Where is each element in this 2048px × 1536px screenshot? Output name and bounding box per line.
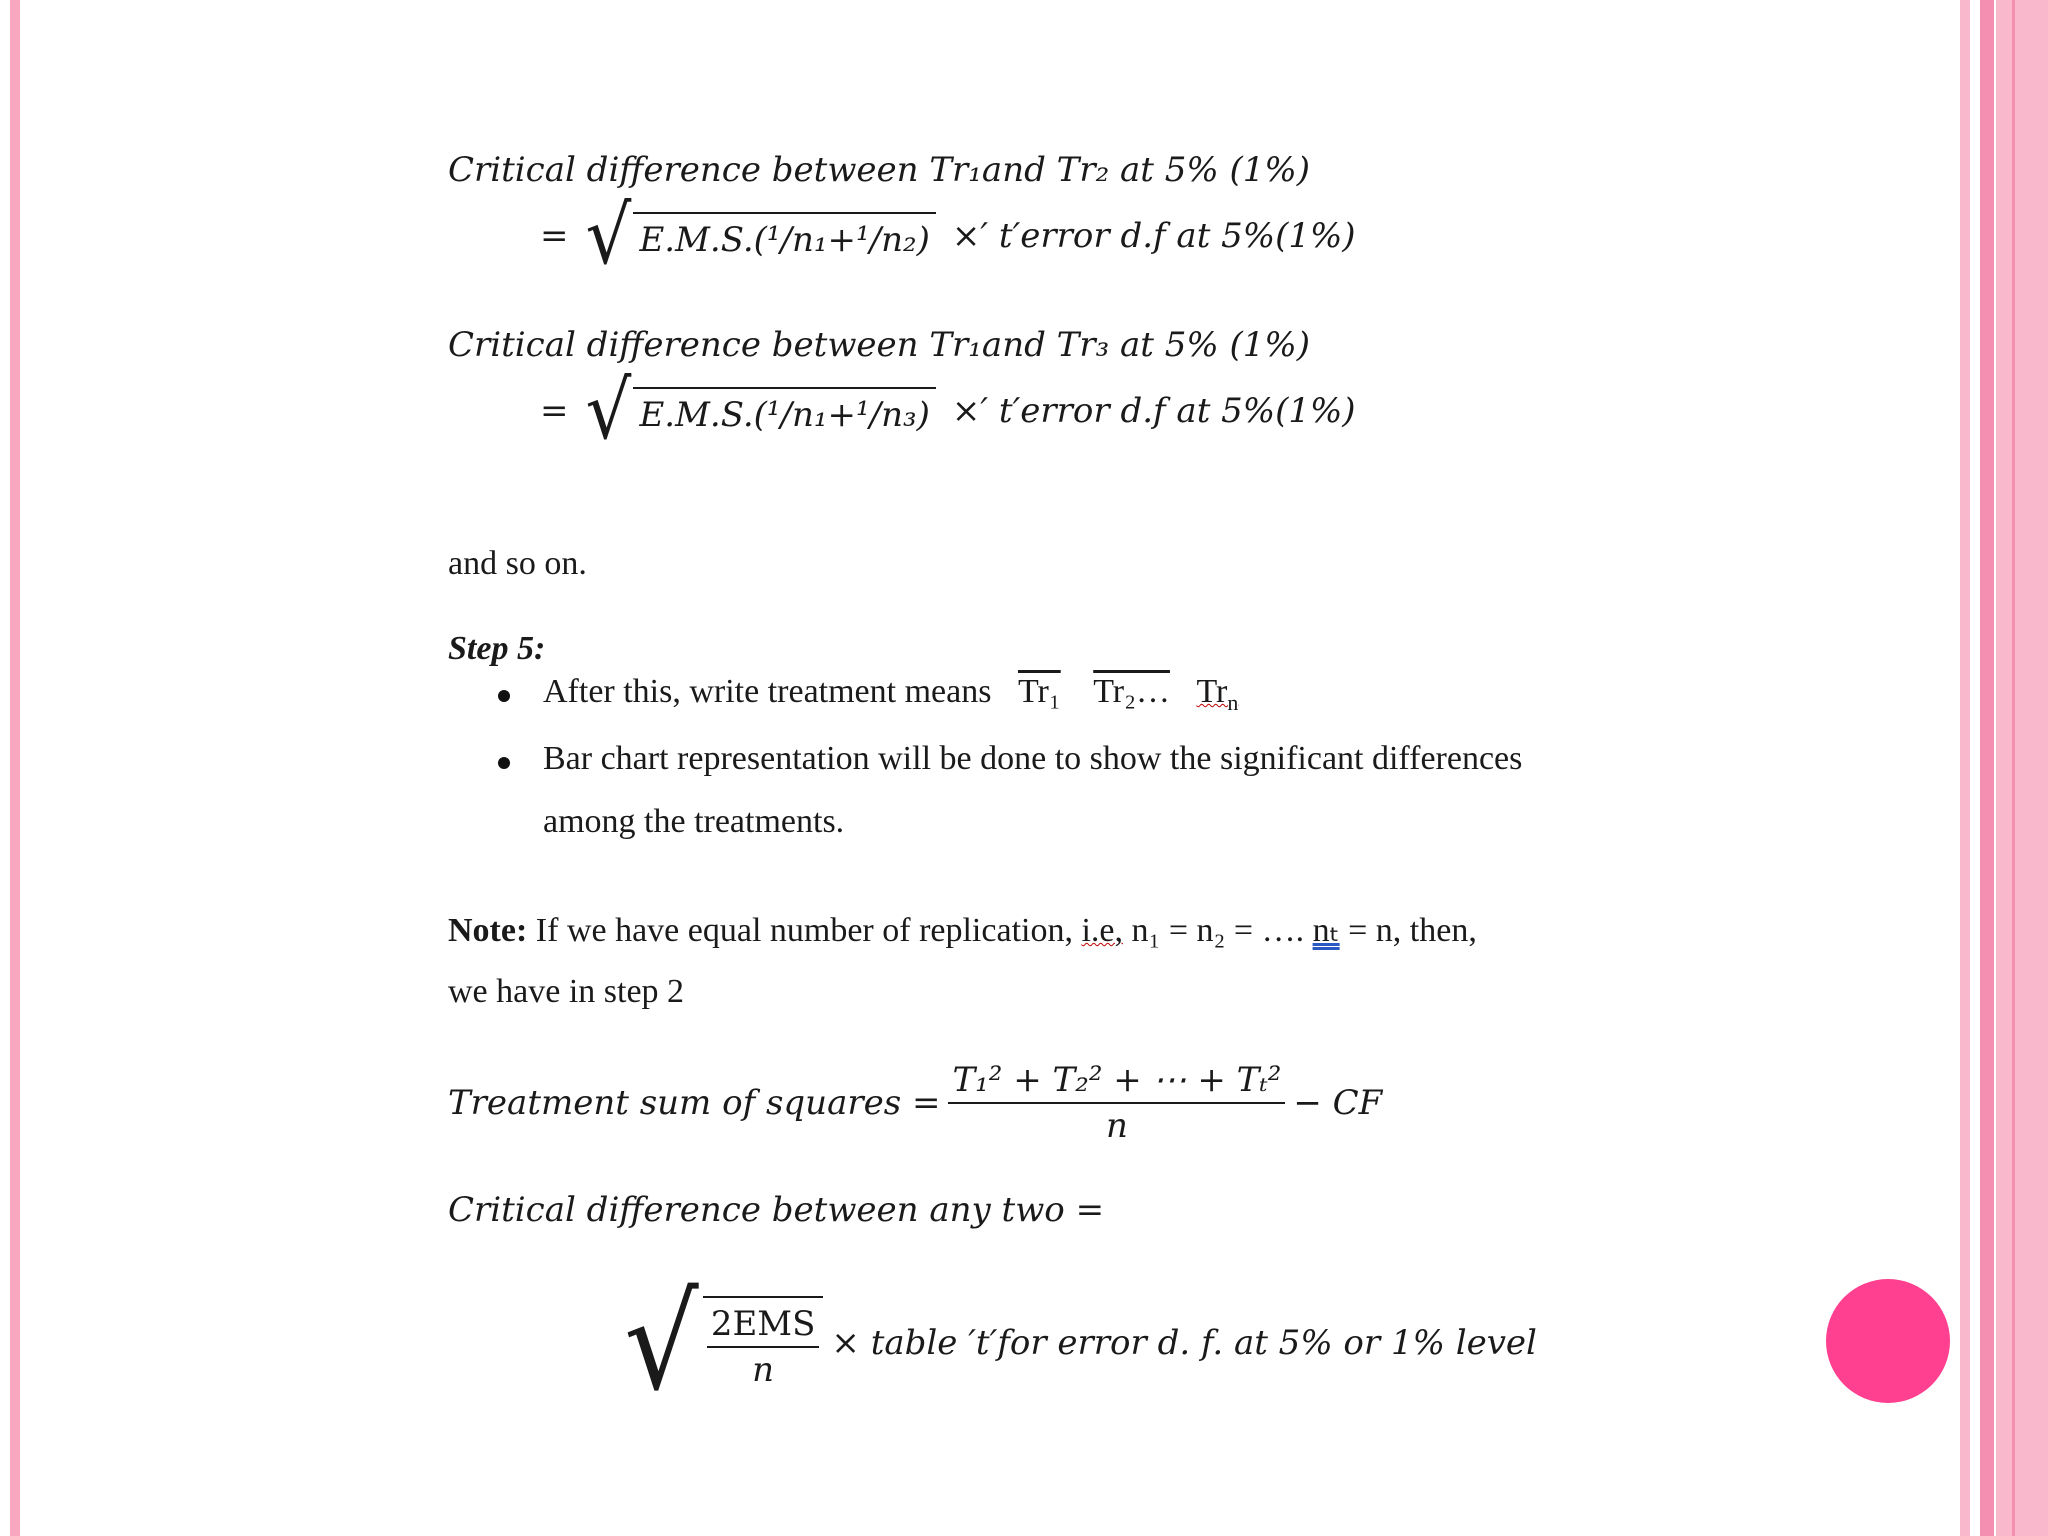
mean-trn: [1196, 673, 1239, 715]
note-text-c: = n, then,: [1339, 912, 1477, 949]
cd-any-two-text: Critical difference between any two =: [448, 1190, 1105, 1230]
note-text-b: n₁ = n₂ = ….: [1123, 912, 1313, 949]
right-border-stripe-mid: [1980, 0, 1994, 1536]
note-label: Note:: [448, 912, 528, 949]
treatment-ss-cf: − CF: [1293, 1083, 1383, 1123]
close-paren: ): [916, 395, 930, 435]
square-root-icon: √: [585, 189, 631, 282]
treatment-ss-lhs: Treatment sum of squares =: [448, 1083, 941, 1123]
bullet-treatment-means: [543, 673, 1238, 716]
close-paren: ): [916, 220, 930, 260]
right-border-stripe-outer: [1960, 0, 1970, 1536]
and-so-on-text: and so on.: [448, 545, 587, 582]
equals-sign: =: [540, 391, 569, 431]
fraction-1-n2: ¹/n₂: [856, 220, 917, 260]
bullet-icon: [498, 757, 510, 769]
cd-any-denominator: n: [752, 1350, 775, 1390]
mean-trn-base: Tr: [1196, 673, 1228, 710]
fraction-1-n1: ¹/n₁: [766, 220, 828, 260]
square-root-icon: √: [624, 1267, 699, 1419]
right-border-line: [2012, 0, 2015, 1536]
cd-tr1-tr2-heading: Critical difference between Tr₁and Tr₂ at 5% (1%): [448, 150, 1310, 190]
step-5-label: Step 5:: [448, 630, 546, 667]
radicand: [633, 212, 935, 260]
treatment-ss-numerator: T₁² + T₂² + ⋯ + Tₜ²: [948, 1060, 1285, 1104]
mean-tr1: Tr₁: [1017, 673, 1061, 710]
cd-any-two-formula: [620, 1267, 1537, 1419]
cd-any-numerator: 2EMS: [707, 1304, 820, 1348]
right-border-band: [1996, 0, 2048, 1536]
cd-radicand: [703, 1296, 824, 1390]
note-paragraph-line1: [448, 910, 1477, 950]
decorative-pink-circle: [1826, 1279, 1950, 1403]
mean-trn-sub: n: [1227, 689, 1239, 715]
cd-tr1-tr2-formula: [540, 189, 1356, 282]
plus-sign: +: [827, 395, 857, 435]
treatment-ss-denominator: n: [1105, 1106, 1128, 1146]
left-border-stripe: [10, 0, 20, 1536]
cd-tr1-tr3-formula: [540, 364, 1356, 457]
note-paragraph-line2: we have in step 2: [448, 973, 685, 1010]
t-error-tail: ×′ t′error d.f at 5%(1%): [951, 391, 1356, 431]
mean-tr2: Tr₂…: [1093, 673, 1170, 710]
cd-any-fraction: [707, 1304, 820, 1390]
note-nt: nₜ: [1312, 912, 1340, 949]
bullet-bar-chart-line2: among the treatments.: [543, 803, 845, 840]
note-text-a: If we have equal number of replication,: [527, 912, 1082, 949]
cd-any-tail: × table ′t′for error d. f. at 5% or 1% level: [831, 1323, 1537, 1363]
square-root-icon: √: [585, 364, 631, 457]
treatment-ss-formula: [448, 1060, 1382, 1146]
ems-label: E.M.S.(: [639, 220, 767, 260]
bullet-icon: [498, 690, 510, 702]
ems-label: E.M.S.(: [639, 395, 767, 435]
equals-sign: =: [540, 216, 569, 256]
fraction-1-n3: ¹/n₃: [856, 395, 917, 435]
note-ie: i.e,: [1081, 912, 1124, 949]
treatment-ss-fraction: [948, 1060, 1285, 1146]
radicand: [633, 387, 935, 435]
plus-sign: +: [827, 220, 857, 260]
t-error-tail: ×′ t′error d.f at 5%(1%): [951, 216, 1356, 256]
bullet-1-text: After this, write treatment means: [543, 673, 992, 710]
fraction-1-n1: ¹/n₁: [766, 395, 828, 435]
bullet-bar-chart-line1: Bar chart representation will be done to show the significant differences: [543, 740, 1523, 777]
cd-tr1-tr3-heading: Critical difference between Tr₁and Tr₃ at 5% (1%): [448, 325, 1310, 365]
